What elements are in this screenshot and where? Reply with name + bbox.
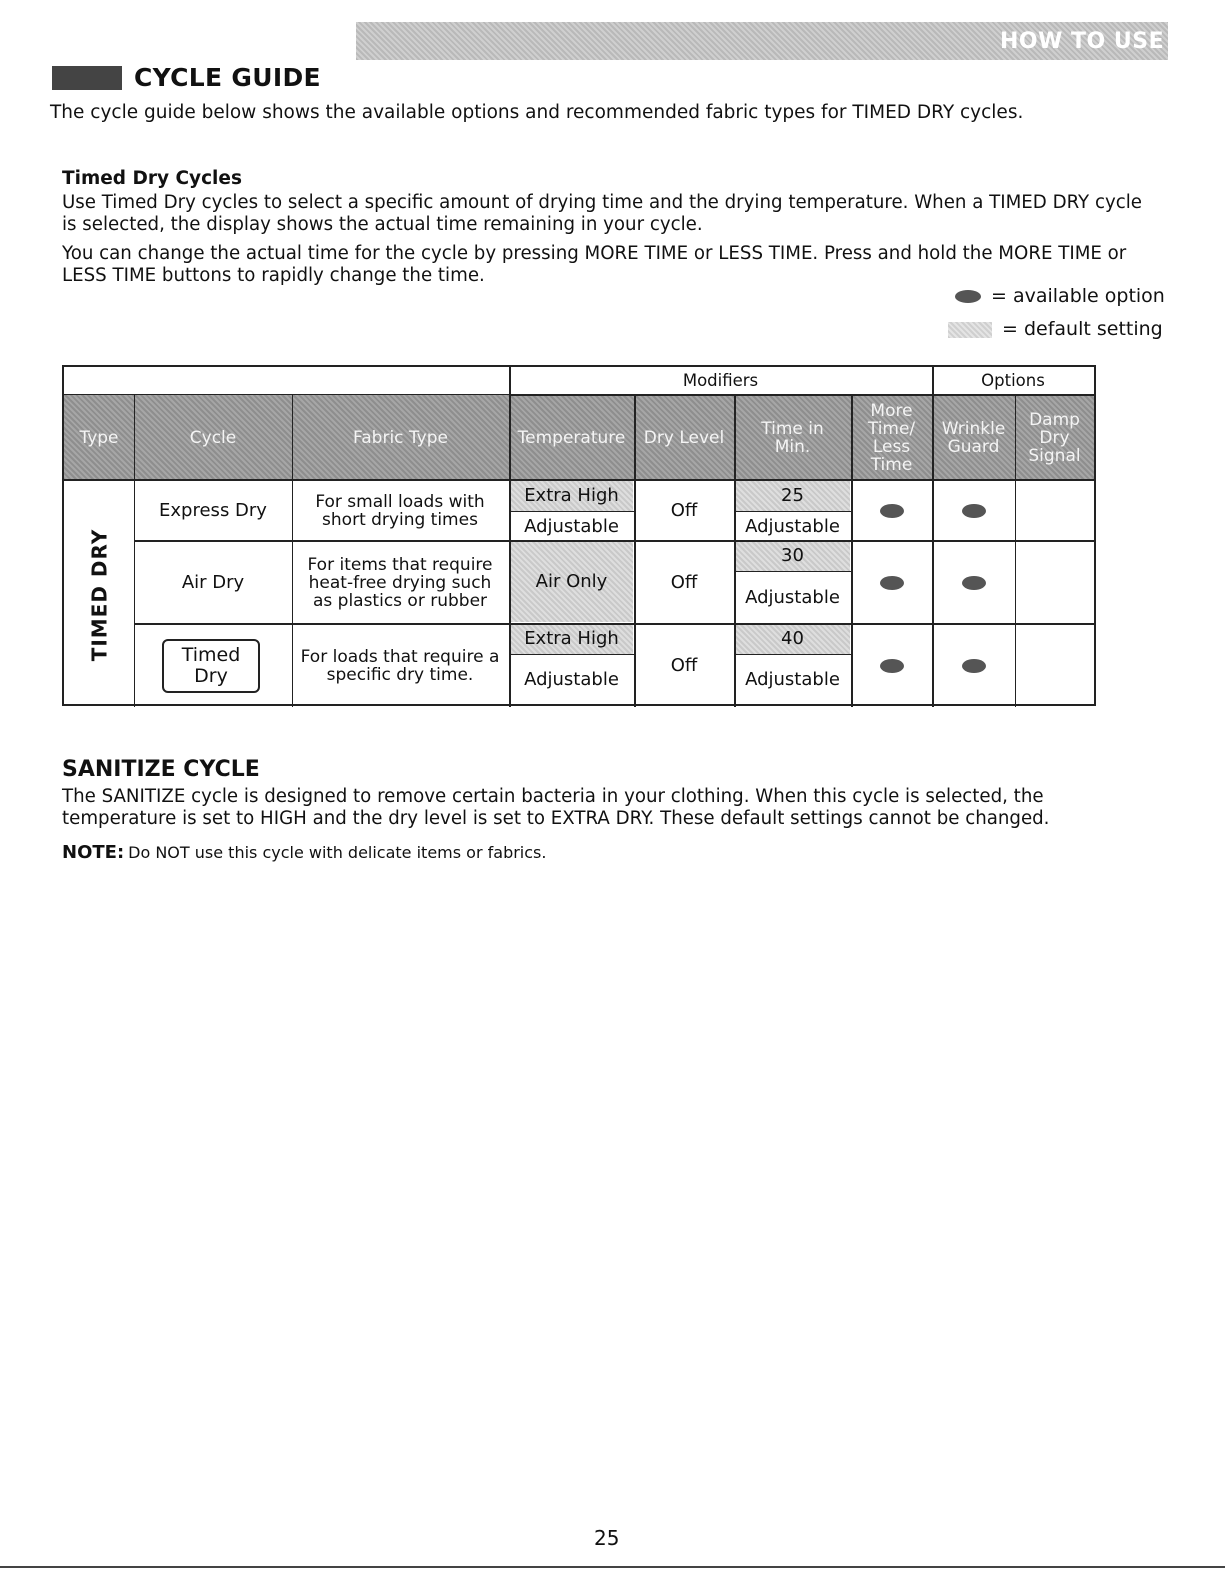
header-wrinkle-guard: Wrinkle Guard <box>932 395 1015 480</box>
row2-fabric: For items that require heat-free drying such as plastics or rubber <box>307 554 493 611</box>
grid-line <box>292 395 293 707</box>
grid-line <box>734 511 851 512</box>
row1-time-default: 25 <box>735 481 850 511</box>
section-marker <box>52 66 122 90</box>
modifiers-group-header: Modifiers <box>682 371 759 390</box>
grid-line <box>64 479 1096 481</box>
row3-temp-default: Extra High <box>510 624 633 654</box>
row2-temp-default: Air Only <box>510 541 633 622</box>
timed-dry-paragraph-2: You can change the actual time for the cycle by pressing MORE TIME or LESS TIME. Press and hold the MORE TIME or LESS TIME buttons to rapidly change the time. <box>62 243 1127 286</box>
available-dot-icon <box>962 504 986 518</box>
grid-line <box>634 395 636 707</box>
row2-wrinkle-guard <box>932 541 1015 624</box>
row1-fabric: For small loads with short drying times <box>315 492 485 530</box>
header-more-less-time: More Time/ Less Time <box>851 395 932 480</box>
row2-time-default: 30 <box>735 541 850 571</box>
row3-cycle-line1: Timed <box>181 644 241 666</box>
header-cycle: Cycle <box>134 395 292 480</box>
row1-cycle: Express Dry <box>159 500 267 521</box>
grid-line <box>509 654 634 655</box>
header-type: Type <box>64 395 134 480</box>
available-dot-icon <box>880 576 904 590</box>
row1-temp-adjust: Adjustable <box>524 515 619 537</box>
cycle-table <box>62 365 1096 706</box>
row3-wrinkle-guard <box>932 624 1015 707</box>
note-text: Do NOT use this cycle with delicate items or fabrics. <box>128 843 547 862</box>
available-dot-icon <box>880 659 904 673</box>
header-fabric-type: Fabric Type <box>292 395 509 480</box>
legend-available-label: = available option <box>991 285 1165 307</box>
row2-more-less-time <box>851 541 932 624</box>
footer-line <box>0 1566 1225 1568</box>
default-setting-swatch-icon <box>948 322 992 338</box>
available-dot-icon <box>962 659 986 673</box>
timed-dry-title: Timed Dry Cycles <box>62 168 242 189</box>
row1-wrinkle-guard <box>932 481 1015 541</box>
section-header-label: HOW TO USE <box>1000 29 1165 54</box>
row3-temp-adjust: Adjustable <box>524 669 619 690</box>
row1-more-less-time <box>851 481 932 541</box>
header-dry-level: Dry Level <box>634 395 734 480</box>
sanitize-paragraph: The SANITIZE cycle is designed to remove certain bacteria in your clothing. When this cycle is selected, the temperature is set to HIGH and the dry level is set to EXTRA DRY. These default settings cannot be changed. <box>62 786 1050 829</box>
grid-line <box>734 571 851 572</box>
grid-line <box>134 623 1096 625</box>
page-number: 25 <box>594 1526 620 1550</box>
row3-dry-level: Off <box>670 654 698 676</box>
legend-default <box>948 318 1163 340</box>
grid-line <box>932 367 934 707</box>
grid-line <box>509 394 1096 396</box>
header-damp-dry-signal: Damp Dry Signal <box>1015 395 1094 480</box>
row3-time-default: 40 <box>735 624 850 654</box>
intro-text: The cycle guide below shows the available options and recommended fabric types for TIMED DRY cycles. <box>50 102 1024 123</box>
grid-line <box>64 394 509 395</box>
grid-line <box>851 395 853 707</box>
row3-fabric: For loads that require a specific dry time. <box>300 646 500 685</box>
legend-default-label: = default setting <box>1002 318 1163 340</box>
sanitize-title: SANITIZE CYCLE <box>62 757 260 782</box>
grid-line <box>734 654 851 655</box>
grid-line <box>734 395 736 707</box>
grid-line <box>1015 395 1016 707</box>
row3-time-adjust: Adjustable <box>745 669 840 690</box>
timed-dry-paragraph-1: Use Timed Dry cycles to select a specific amount of drying time and the drying temperature. When a TIMED DRY cycle is selected, the display shows the actual time remaining in your cycle. <box>62 192 1142 235</box>
row3-cycle-line2: Dry <box>194 665 228 687</box>
grid-line <box>509 367 511 707</box>
row2-dry-level: Off <box>670 571 698 593</box>
type-label: TIMED DRY <box>87 528 112 661</box>
grid-line <box>509 511 634 512</box>
available-dot-icon <box>880 504 904 518</box>
row1-time-adjust: Adjustable <box>745 515 840 537</box>
row3-more-less-time <box>851 624 932 707</box>
header-temperature: Temperature <box>509 395 634 480</box>
row1-temp-default: Extra High <box>510 481 633 511</box>
sanitize-note <box>62 842 546 863</box>
row2-time-adjust: Adjustable <box>745 587 840 608</box>
grid-line <box>134 540 1096 542</box>
row2-cycle: Air Dry <box>181 571 245 593</box>
available-option-dot-icon <box>955 290 981 303</box>
section-title: CYCLE GUIDE <box>134 63 321 92</box>
note-label: NOTE: <box>62 842 125 863</box>
options-group-header: Options <box>981 371 1045 390</box>
legend-available <box>955 285 1165 307</box>
row3-cycle-timed-dry-button <box>162 639 260 693</box>
grid-line <box>134 395 135 707</box>
available-dot-icon <box>962 576 986 590</box>
header-time-in-min: Time in Min. <box>734 395 851 480</box>
row1-dry-level: Off <box>670 500 698 521</box>
